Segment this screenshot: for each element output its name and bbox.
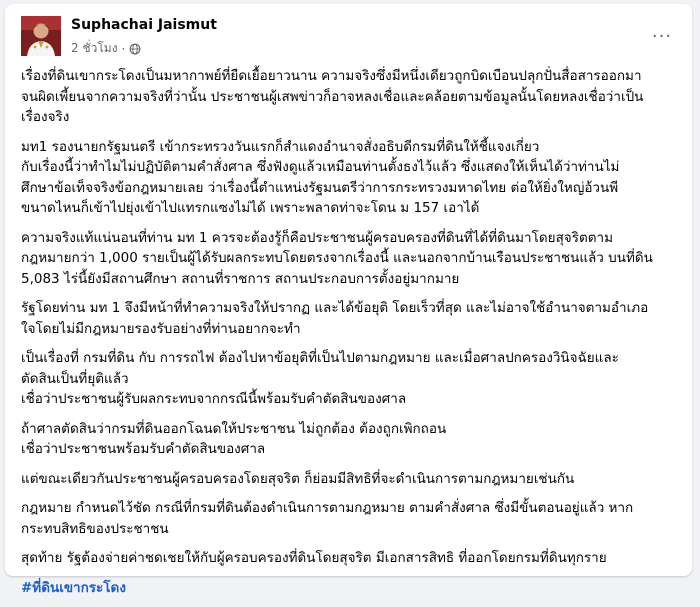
paragraph-line: กฎหมายกว่า 1,000 รายเป็นผู้ได้รับผลกระทบโดยตรงจากเรื่องนี้ และนอกจากบ้านเรือนประชาชนแล้ว บนที่ดิน: [21, 250, 653, 266]
paragraph-line: กับเรื่องนี้ว่าทำไมไม่ปฏิบัติตามคำสั่งศาล ซึ่งฟังดูแล้วเหมือนท่านตั้งธงไว้แล้ว ซึ่งแสดงให้เห็นได้ว่าท่านไม่: [21, 159, 620, 175]
paragraph-line: ใจโดยไม่มีกฎหมายรองรับอย่างที่ท่านอยากจะทำ: [21, 320, 301, 337]
post-time[interactable]: 2 ชั่วโมง: [71, 41, 118, 55]
paragraph-line: ถ้าศาลตัดสินว่ากรมที่ดินออกโฉนดให้ประชาชน ไม่ถูกต้อง ต้องถูกเพิกถอน: [21, 420, 447, 437]
paragraph-line: ความจริงแท้แน่นอนที่ท่าน มท 1 ควรจะต้องรู้ก็คือประชาชนผู้ครอบครองที่ดินที่ได้ที่ดินมาโดยสุจริตตาม: [21, 229, 613, 246]
post-paragraph: [21, 469, 676, 490]
paragraph-line: เชื่อว่าประชาชนผู้รับผลกระทบจากกรณีนี้พร้อมรับคำตัดสินของศาล: [21, 391, 407, 407]
author-name[interactable]: Suphachai Jaismut: [71, 17, 217, 33]
paragraph-line: เรื่องที่ดินเขากระโดงเป็นมหากาพย์ที่ยืดเยื้อยาวนาน ความจริงซึ่งมีหนึ่งเดียวถูกบิดเบือนปลุกปั่นสื่อสารออกมา: [21, 68, 642, 84]
paragraph-line: รัฐโดยท่าน มท 1 จึงมีหน้าที่ทำความจริงให้ปรากฏ และได้ข้อยุติ โดยเร็วที่สุด และไม่อาจใช้อำนาจตามอำเภอ: [21, 300, 649, 316]
post-paragraph: [21, 298, 676, 339]
author-avatar[interactable]: [21, 16, 61, 56]
more-options-icon[interactable]: ···: [651, 25, 673, 47]
paragraph-line: แต่ขณะเดียวกันประชาชนผู้ครอบครองโดยสุจริต ก็ย่อมมีสิทธิที่จะดำเนินการตามกฎหมายเช่นกัน: [21, 470, 575, 487]
post-paragraph: [21, 228, 676, 290]
paragraph-line: เป็นเรื่องที่ กรมที่ดิน กับ การรถไฟ ต้องไปหาข้อยุติที่เป็นไปตามกฎหมาย และเมื่อศาลปกครองวินิจฉัยและ: [21, 350, 619, 366]
post-paragraph: [21, 66, 676, 128]
paragraph-line: ขนาดไหนก็เข้าไปยุ่งเข้าไปแทรกแซงไม่ได้ เพราะพลาดท่าจะโดน ม 157 เอาได้: [21, 200, 480, 216]
paragraph-line: เรื่องจริง: [21, 109, 70, 125]
post-paragraph: [21, 498, 676, 539]
paragraph-line: กระทบสิทธิของประชาชน: [21, 520, 169, 537]
post-paragraph: [21, 137, 676, 219]
hashtag-line: [21, 578, 676, 599]
meta-separator: ·: [121, 41, 126, 56]
paragraph-line: ตัดสินเป็นที่ยุติแล้ว: [21, 370, 129, 387]
post-header: [21, 16, 676, 60]
paragraph-line: มท1 รองนายกรัฐมนตรี เข้ากระทรวงวันแรกก็สำแดงอำนาจสั่งอธิบดีกรมที่ดินให้ชี้แจงเกี่ยว: [21, 138, 540, 155]
post-card: [5, 4, 692, 596]
paragraph-line: จนผิดเพี้ยนจากความจริงที่ว่านั้น ประชาชนผู้เสพข่าวก็อาจหลงเชื่อและคล้อยตามข้อมูลนั้นโดยหลงเชื่อว่าเป็น: [21, 88, 644, 105]
post-paragraphs: [21, 66, 676, 569]
globe-icon[interactable]: [129, 43, 141, 55]
post-paragraph: [21, 548, 676, 569]
paragraph-line: เชื่อว่าประชาชนพร้อมรับคำตัดสินของศาล: [21, 441, 266, 457]
post-body: [21, 66, 676, 607]
post-paragraph: [21, 419, 676, 460]
paragraph-line: ศึกษาข้อเท็จจริงข้อกฎหมายเลย ว่าเรื่องนี้ตำแหน่งรัฐมนตรีว่าการกระทรวงมหาดไทย ต่อให้ยิ่งใหญ่อ้วนพี: [21, 179, 619, 196]
paragraph-line: กฎหมาย กำหนดไว้ชัด กรณีที่กรมที่ดินต้องดำเนินการตามกฎหมาย ตามคำสั่งศาล ซึ่งมีขั้นตอนอยู่แล้ว หาก: [21, 500, 634, 516]
post-meta: [71, 39, 141, 58]
paragraph-line: 5,083 ไร่นี้ยังมีสถานศึกษา สถานที่ราชการ สถานประกอบการตั้งอยู่มากมาย: [21, 270, 460, 287]
post-paragraph: [21, 348, 676, 410]
paragraph-line: สุดท้าย รัฐต้องจ่ายค่าชดเชยให้กับผู้ครอบครองที่ดินโดยสุจริต มีเอกสารสิทธิ ที่ออกโดยกรมที่ดินทุกราย: [21, 550, 607, 566]
hashtag-link[interactable]: #ที่ดินเขากระโดง: [21, 579, 126, 596]
avatar-image: [21, 16, 61, 56]
